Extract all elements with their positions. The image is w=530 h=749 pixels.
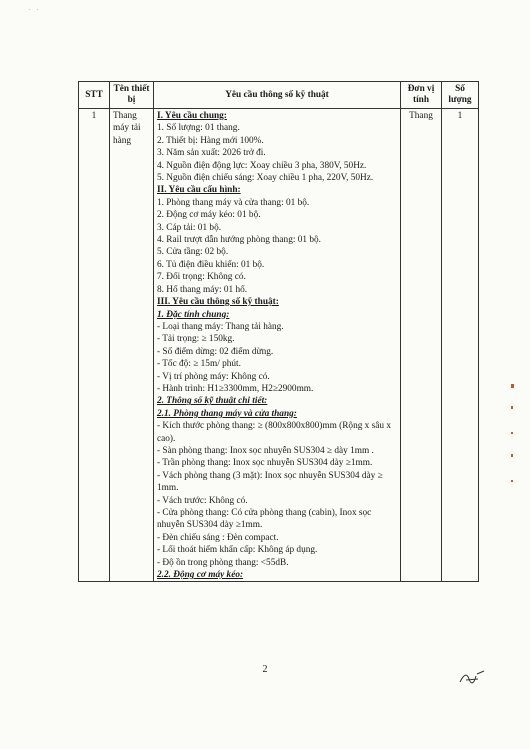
requirement-line: II. Yêu cầu cấu hình: (157, 185, 241, 196)
row-quantity: 1 (442, 109, 479, 582)
spec-table (78, 81, 479, 582)
row-stt: 1 (79, 109, 110, 582)
requirement-line: 5. Cửa tầng: 02 bộ. (157, 247, 229, 258)
row-unit: Thang (401, 109, 442, 582)
requirement-line: 1. Phòng thang máy và cửa thang: 01 bộ. (157, 197, 310, 208)
header-quantity: Số lượng (442, 82, 479, 109)
requirement-line: 3. Cáp tải: 01 bộ. (157, 222, 222, 233)
scan-mark: · · (28, 6, 41, 14)
requirement-line: 8. Hố thang máy: 01 hố. (157, 284, 248, 295)
requirement-line: - Độ ồn trong phòng thang: <55dB. (157, 557, 289, 568)
requirement-line: - Tải trọng: ≥ 150kg. (157, 334, 235, 345)
requirement-line: 5. Nguồn điện chiếu sáng: Xoay chiều 1 pha, 220V, 50Hz. (157, 173, 374, 184)
requirement-line: - Vách phòng thang (3 mặt): Inox sọc nhuyễn SUS304 dày ≥ 1mm. (157, 470, 383, 494)
requirement-line: 7. Đối trọng: Không có. (157, 272, 246, 283)
header-device-name: Tên thiết bị (110, 82, 154, 109)
requirement-line: 2. Thông số kỹ thuật chi tiết: (157, 396, 268, 407)
requirement-line: I. Yêu cầu chung: (157, 111, 227, 121)
requirement-line: 2. Thiết bị: Hàng mới 100%. (157, 135, 264, 146)
header-requirement: Yêu cầu thông số kỹ thuật (154, 82, 401, 109)
requirement-line: - Đèn chiếu sáng : Đèn compact. (157, 532, 279, 543)
requirement-line: - Vị trí phòng máy: Không có. (157, 371, 270, 382)
requirement-line: III. Yêu cầu thông số kỹ thuật: (157, 297, 279, 308)
requirement-line: - Số điểm dừng: 02 điểm dừng. (157, 346, 274, 357)
requirement-line: - Cửa phòng thang: Có cửa phòng thang (cabin), Inox sọc nhuyễn SUS304 dày ≥1mm. (157, 508, 372, 531)
requirement-line: - Vách trước: Không có. (157, 495, 248, 506)
signature-mark (458, 670, 486, 686)
page-number: 2 (262, 664, 268, 675)
requirement-line: 4. Nguồn điện động lực: Xoay chiều 3 pha, 380V, 50Hz. (157, 160, 367, 171)
row-requirement-list (154, 109, 401, 582)
requirement-line: 2. Động cơ máy kéo: 01 bộ. (157, 210, 261, 221)
requirement-line: 6. Tủ điện điều khiển: 01 bộ. (157, 259, 265, 270)
requirement-line: 1. Đặc tính chung: (157, 309, 230, 320)
requirement-line: 2.1. Phòng thang máy và cửa thang: (157, 408, 297, 419)
requirement-line: 3. Năm sản xuất: 2026 trở đi. (157, 148, 266, 159)
requirement-line: 2.2. Động cơ máy kéo: (157, 570, 244, 581)
requirement-line: - Sàn phòng thang: Inox sọc nhuyễn SUS304 ≥ dày 1mm . (157, 445, 374, 456)
scan-edge-marks (511, 384, 517, 494)
header-stt: STT (79, 82, 110, 109)
requirement-line: - Trần phòng thang: Inox sọc nhuyễn SUS304 dày ≥1mm. (157, 458, 373, 469)
requirement-line: 1. Số lượng: 01 thang. (157, 123, 240, 134)
requirement-line: 4. Rail trượt dẫn hướng phòng thang: 01 bộ. (157, 235, 321, 246)
requirement-line: - Tốc độ: ≥ 15m/ phút. (157, 359, 241, 370)
table-row (79, 109, 479, 582)
requirement-line: - Lối thoát hiểm khẩn cấp: Không áp dụng. (157, 545, 318, 556)
requirement-line: - Kích thước phòng thang: ≥ (800x800x800)mm (Rộng x sâu x cao). (157, 421, 392, 444)
requirement-line: - Hành trình: H1≥3300mm, H2≥2900mm. (157, 383, 314, 394)
row-device-name: Thang máy tải hàng (110, 109, 154, 582)
table-header-row (79, 82, 479, 109)
header-unit: Đơn vị tính (401, 82, 442, 109)
requirement-line: - Loại thang máy: Thang tải hàng. (157, 321, 284, 332)
